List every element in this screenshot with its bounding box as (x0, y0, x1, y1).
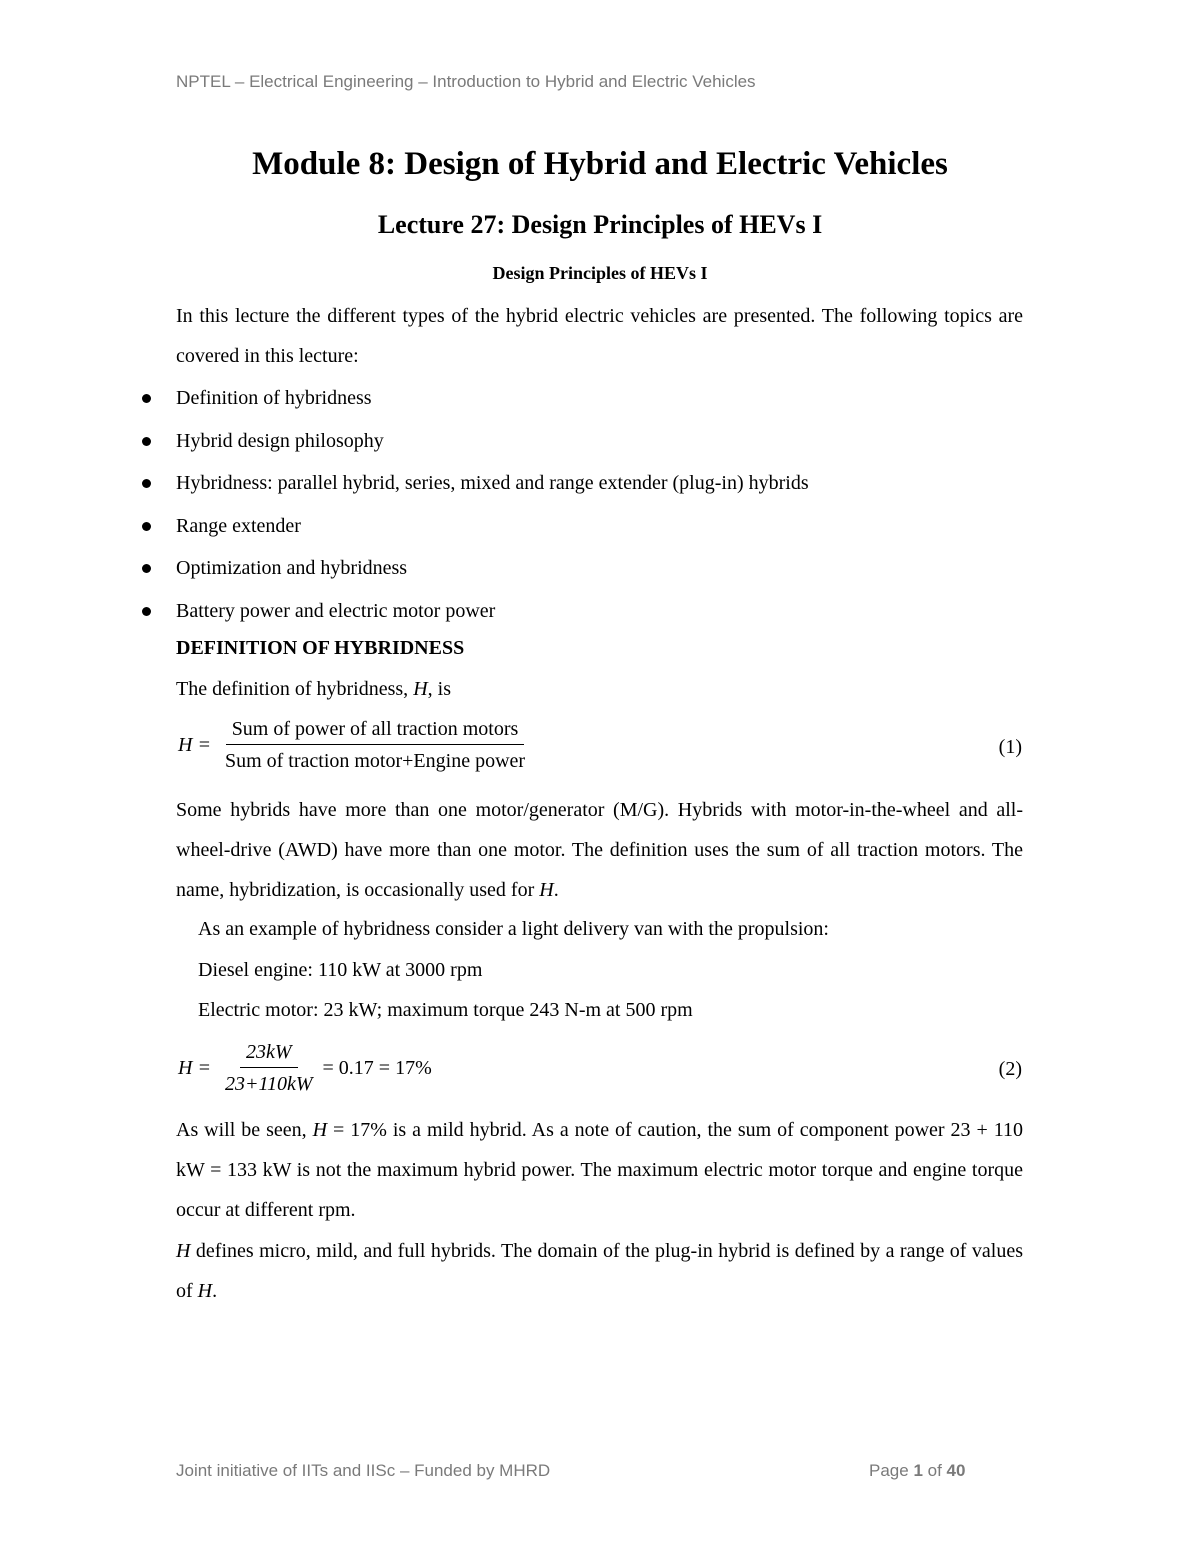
paragraph-domain: H defines micro, mild, and full hybrids. The domain of the plug-in hybrid is defined by a range of values of H. (176, 1240, 1023, 1302)
eq1-numerator: Sum of power of all traction motors (226, 716, 525, 745)
list-item (140, 590, 809, 633)
list-item (140, 505, 809, 548)
eq2-lhs: H = (178, 1056, 211, 1079)
paragraph-motors: Some hybrids have more than one motor/generator (M/G). Hybrids with motor-in-the-wheel and all-wheel-drive (AWD) have more than one motor. The definition uses the sum of all traction motors. The name, hybridization, is occasionally used for H. (176, 799, 1023, 901)
section-heading: DEFINITION OF HYBRIDNESS (176, 637, 465, 659)
bullet-icon (142, 394, 151, 403)
eq2-rhs: = 0.17 = 17% (322, 1056, 432, 1079)
eq2-fraction (219, 1039, 319, 1097)
topic-list (140, 377, 809, 632)
section-subtitle: Design Principles of HEVs I (492, 263, 708, 283)
equation-2 (178, 1039, 432, 1097)
eq1-fraction (219, 716, 531, 774)
footer-credit: Joint initiative of IITs and IISc – Funded by MHRD (176, 1461, 551, 1480)
eq1-lhs: H = (178, 733, 211, 756)
paragraph-caution: As will be seen, H = 17% is a mild hybrid. As a note of caution, the sum of component power 23 + 110 kW = 133 kW is not the maximum hybrid power. The maximum electric motor torque and engine torque occur at different rpm. (176, 1119, 1023, 1221)
eq2-numerator: 23kW (240, 1039, 298, 1068)
bullet-icon (142, 564, 151, 573)
bullet-icon (142, 479, 151, 488)
equation-1 (178, 716, 531, 774)
module-title: Module 8: Design of Hybrid and Electric Vehicles (252, 146, 948, 182)
list-item (140, 462, 809, 505)
equation-2-number: (2) (998, 1058, 1022, 1080)
list-item-text: Optimization and hybridness (176, 557, 408, 579)
page-number: Page 1 of 40 (869, 1461, 966, 1480)
list-item-text: Definition of hybridness (176, 387, 372, 409)
definition-line: The definition of hybridness, H, is (176, 678, 451, 700)
bullet-icon (142, 522, 151, 531)
bullet-icon (142, 607, 151, 616)
list-item-text: Hybridness: parallel hybrid, series, mixed and range extender (plug-in) hybrids (176, 472, 809, 494)
list-item (140, 377, 809, 420)
list-item (140, 420, 809, 463)
lecture-title: Lecture 27: Design Principles of HEVs I (377, 210, 823, 239)
list-item-text: Range extender (176, 514, 301, 537)
eq1-denominator: Sum of traction motor+Engine power (224, 750, 526, 772)
example-motor: Electric motor: 23 kW; maximum torque 243 N-m at 500 rpm (198, 999, 693, 1021)
list-item-text: Battery power and electric motor power (176, 599, 496, 622)
intro-paragraph: In this lecture the different types of the hybrid electric vehicles are presented. The following topics are covered in this lecture: (176, 305, 1023, 367)
list-item (140, 547, 809, 590)
page-header: NPTEL – Electrical Engineering – Introduction to Hybrid and Electric Vehicles (176, 72, 756, 91)
equation-1-number: (1) (998, 736, 1022, 758)
list-item-text: Hybrid design philosophy (176, 429, 384, 452)
bullet-icon (142, 437, 151, 446)
eq2-denominator: 23+110kW (224, 1073, 313, 1095)
example-intro: As an example of hybridness consider a light delivery van with the propulsion: (198, 918, 829, 940)
example-engine: Diesel engine: 110 kW at 3000 rpm (198, 959, 483, 981)
